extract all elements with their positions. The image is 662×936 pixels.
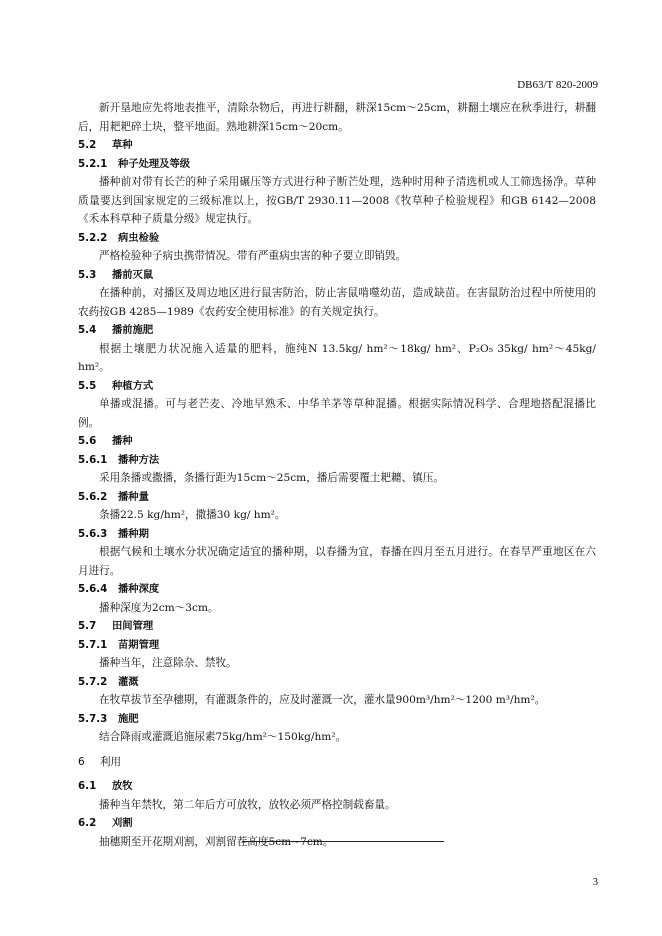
section-title: 播种期 <box>118 527 149 540</box>
paragraph: 播种当年禁牧，第二年后方可放牧，放牧必须严格控制载畜量。 <box>99 798 396 811</box>
section-title: 播种 <box>112 435 133 447</box>
section-number: 5.2.2 <box>78 231 108 244</box>
section-number: 5.6.2 <box>78 490 108 503</box>
paragraph: 单播或混播。可与老芒麦、冷地早熟禾、中华羊茅等草种混播。根据实际情况科学、合理地搭配混播比例。 <box>78 398 596 429</box>
section-title: 种子处理及等级 <box>118 157 191 170</box>
paragraph: 严格检验种子病虫携带情况。带有严重病虫害的种子要立即销毁。 <box>99 250 407 262</box>
section-number: 5.5 <box>78 379 97 392</box>
section-number: 5.7 <box>78 620 97 632</box>
section-title: 播种深度 <box>118 583 160 595</box>
section-number: 6 <box>78 755 85 768</box>
document-body <box>78 99 596 851</box>
paragraph: 新开垦地应先将地表推平，清除杂物后，再进行耕翻，耕深15cm～25cm，耕翻土壤应在秋季进行，耕翻后，用耙耙碎土块，整平地面。熟地耕深15cm～20cm。 <box>78 102 596 133</box>
section-title: 播种方法 <box>118 453 160 466</box>
section-heading <box>78 432 596 451</box>
section-heading <box>78 580 596 599</box>
section-title: 施肥 <box>118 712 139 725</box>
chapter-heading <box>78 753 596 772</box>
paragraph: 根据土壤肥力状况施入适量的肥料，施纯N 13.5kg/ hm²～18kg/ hm²、P₂O₅ 35kg/ hm²～45kg/ hm²。 <box>78 342 596 373</box>
section-number: 5.6.4 <box>78 583 108 595</box>
section-number: 5.6.3 <box>78 527 108 540</box>
standard-code: DB63/T 820-2009 <box>517 79 598 91</box>
section-title: 刈割 <box>112 817 133 829</box>
section-heading <box>78 136 596 155</box>
section-heading <box>78 710 596 729</box>
paragraph: 采用条播或撒播，条播行距为15cm～25cm，播后需要覆土耙耱、镇压。 <box>99 472 444 484</box>
section-heading <box>78 488 596 507</box>
section-title: 病虫检验 <box>118 231 160 244</box>
section-heading <box>78 266 596 285</box>
paragraph: 根据气候和土壤水分状况确定适宜的播种期，以春播为宜，春播在四月至五月进行。在春旱严重地区在六月进行。 <box>78 546 596 577</box>
section-number: 5.6.1 <box>78 453 108 466</box>
paragraph: 条播22.5 kg/hm²，撒播30 kg/ hm²。 <box>99 509 286 521</box>
section-title: 播种量 <box>118 490 149 503</box>
section-number: 6.1 <box>78 780 97 792</box>
section-number: 5.3 <box>78 268 97 281</box>
section-number: 5.2 <box>78 139 97 151</box>
section-number: 5.7.2 <box>78 675 108 688</box>
paragraph: 在牧草拔节至孕穗期，有灌溉条件的，应及时灌溉一次，灌水量900m³/hm²～1200 m³/hm²。 <box>99 694 546 706</box>
section-title: 苗期管理 <box>118 638 160 651</box>
paragraph: 抽穗期至开花期刈割，刈割留茬高度5cm~7cm。 <box>99 835 334 848</box>
section-heading <box>78 229 596 248</box>
paragraph: 播种当年，注意除杂、禁牧。 <box>99 657 237 669</box>
paragraph: 播种前对带有长芒的种子采用碾压等方式进行种子断芒处理，选种时用种子清选机或人工筛选扬净。草种质量要达到国家规定的三级标准以上，按GB/T 2930.11—2008《牧草种子检验规程》和GB 6142—2008《禾本科草种子质量分级》规定执行。 <box>78 176 596 225</box>
section-title: 种植方式 <box>112 379 154 392</box>
section-title: 灌溉 <box>118 675 139 688</box>
section-heading <box>78 673 596 692</box>
section-heading <box>78 814 596 833</box>
paragraph: 结合降雨或灌溉追施尿素75kg/hm²～150kg/hm²。 <box>99 731 347 743</box>
section-number: 5.7.3 <box>78 712 108 725</box>
section-title: 播前施肥 <box>112 324 154 336</box>
page-number: 3 <box>592 877 598 888</box>
section-number: 5.2.1 <box>78 157 108 170</box>
section-heading <box>78 636 596 655</box>
section-title: 田间管理 <box>112 620 154 632</box>
paragraph: 在播种前，对播区及周边地区进行鼠害防治，防止害鼠啃噬幼苗，造成缺苗。在害鼠防治过程中所使用的农药按GB 4285—1989《农药安全使用标准》的有关规定执行。 <box>78 287 596 318</box>
section-heading <box>78 617 596 636</box>
section-title: 放牧 <box>112 780 133 792</box>
section-heading <box>78 321 596 340</box>
end-of-text-rule <box>242 841 444 842</box>
section-number: 5.4 <box>78 324 97 336</box>
section-title: 草种 <box>112 139 133 151</box>
section-heading <box>78 451 596 470</box>
section-heading <box>78 377 596 396</box>
paragraph: 播种深度为2cm～3cm。 <box>99 601 219 614</box>
section-number: 5.7.1 <box>78 638 108 651</box>
section-heading <box>78 777 596 796</box>
section-title: 播前灭鼠 <box>112 268 154 281</box>
section-heading <box>78 155 596 174</box>
section-title: 利用 <box>100 755 121 768</box>
section-number: 5.6 <box>78 435 97 447</box>
section-heading <box>78 525 596 544</box>
section-number: 6.2 <box>78 817 97 829</box>
